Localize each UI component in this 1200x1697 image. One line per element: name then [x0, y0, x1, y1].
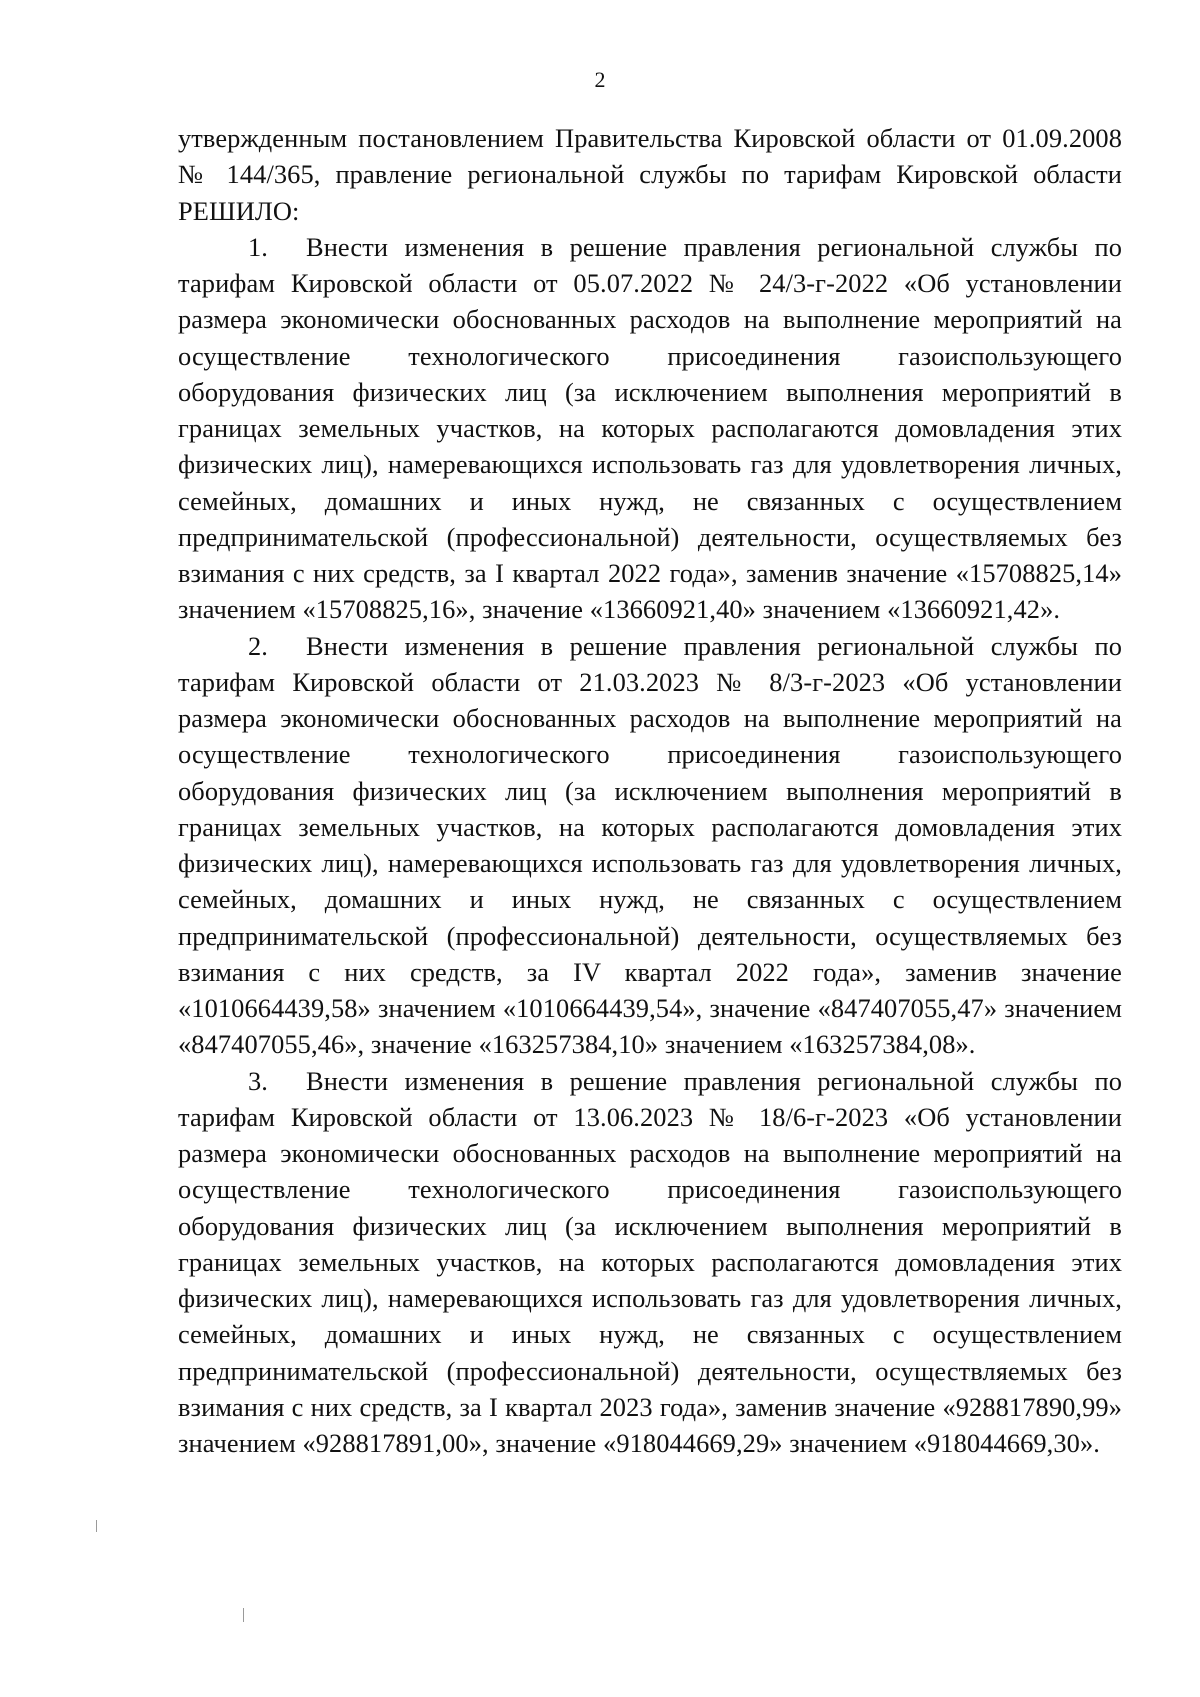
item-text: Внести изменения в решение правления региональной службы по тарифам Кировской области от 05.07.2022 № 24/3-г-2022 «Об установлении размера экономически обоснованных расходов на выполнение мероприятий на осуществление технологического присоединения газоиспользующего оборудования физических лиц (за исключением выполнения мероприятий в границах земельных участков, на которых располагаются домовладения этих физических лиц), намеревающихся использовать газ для удовлетворения личных, семейных, домашних и иных нужд, не связанных с осуществлением предпринимательской (профессиональной) деятельности, осуществляемых без взимания с них средств, за I квартал 2022 года», заменив значение «15708825,14» значением «15708825,16», значение «13660921,40» значением «13660921,42». [178, 231, 1122, 625]
item-text: Внести изменения в решение правления региональной службы по тарифам Кировской области от 13.06.2023 № 18/6-г-2023 «Об установлении размера экономически обоснованных расходов на выполнение мероприятий на осуществление технологического присоединения газоиспользующего оборудования физических лиц (за исключением выполнения мероприятий в границах земельных участков, на которых располагаются домовладения этих физических лиц), намеревающихся использовать газ для удовлетворения личных, семейных, домашних и иных нужд, не связанных с осуществлением предпринимательской (профессиональной) деятельности, осуществляемых без взимания с них средств, за I квартал 2023 года», заменив значение «928817890,99» значением «928817891,00», значение «918044669,29» значением «918044669,30». [178, 1065, 1122, 1458]
item-number: 2. [248, 630, 268, 661]
item-number: 1. [248, 231, 268, 262]
scan-mark [96, 1520, 97, 1532]
document-body [178, 120, 1122, 1461]
decision-item-2 [178, 628, 1122, 1063]
item-number: 3. [248, 1065, 268, 1096]
item-text: Внести изменения в решение правления региональной службы по тарифам Кировской области от 21.03.2023 № 8/3-г-2023 «Об установлении размера экономически обоснованных расходов на выполнение мероприятий на осуществление технологического присоединения газоиспользующего оборудования физических лиц (за исключением выполнения мероприятий в границах земельных участков, на которых располагаются домовладения этих физических лиц), намеревающихся использовать газ для удовлетворения личных, семейных, домашних и иных нужд, не связанных с осуществлением предпринимательской (профессиональной) деятельности, осуществляемых без взимания с них средств, за IV квартал 2022 года», заменив значение «1010664439,58» значением «1010664439,54», значение «847407055,47» значением «847407055,46», значение «163257384,10» значением «163257384,08». [178, 630, 1122, 1060]
intro-paragraph: утвержденным постановлением Правительства Кировской области от 01.09.2008 № 144/365, правление региональной службы по тарифам Кировской области РЕШИЛО: [178, 123, 1122, 226]
page-number: 2 [594, 67, 606, 92]
decision-item-1 [178, 229, 1122, 628]
decision-item-3 [178, 1063, 1122, 1462]
scan-mark [243, 1608, 244, 1622]
